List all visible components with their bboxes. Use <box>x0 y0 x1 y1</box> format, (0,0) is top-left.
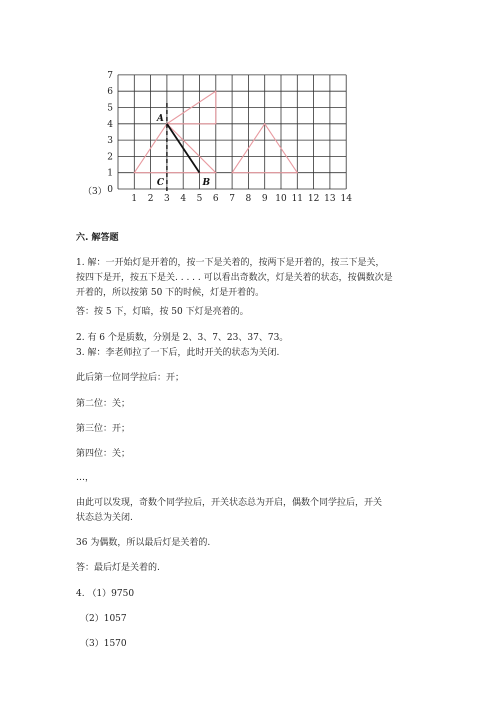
q2-text: 2. 有 6 个是质数，分别是 2、3、7、23、37、73。 <box>76 333 289 343</box>
y-tick-label: 2 <box>107 152 113 163</box>
x-tick-label: 6 <box>212 194 219 204</box>
point-label-c: C <box>156 178 165 188</box>
point-label-b: B <box>202 178 211 188</box>
x-tick-label: 2 <box>147 194 154 204</box>
q3-answer: 答：最后灯是关着的. <box>76 563 160 573</box>
x-tick-label: 3 <box>164 194 170 204</box>
figure-label: （3） <box>83 187 107 197</box>
q4-part2: （2）1057 <box>80 614 127 624</box>
x-tick-label: 4 <box>180 194 187 204</box>
x-tick-label: 8 <box>245 194 252 204</box>
q4-part1: 4. （1）9750 <box>76 589 135 599</box>
y-tick-label: 1 <box>107 168 113 179</box>
q3-dots: …， <box>76 473 95 483</box>
q1-line2: 按四下是开，按五下是关. . . . . 可以看出奇数次，灯是关着的状态，按偶数次是 <box>76 273 393 283</box>
y-tick-label: 6 <box>107 87 113 98</box>
y-tick-label: 4 <box>107 119 113 130</box>
q3-conclusion-line2: 状态总为关闭. <box>76 513 133 523</box>
section-heading: 六. 解答题 <box>76 233 119 243</box>
q3-second: 第二位：关； <box>76 399 131 409</box>
y-tick-label: 5 <box>107 103 113 114</box>
q3-line1: 3. 解：李老师拉了一下后，此时开关的状态为关闭. <box>76 348 280 358</box>
x-tick-label: 13 <box>324 194 336 204</box>
x-tick-label: 7 <box>229 194 235 204</box>
q1-answer: 答：按 5 下，灯暗，按 50 下灯是亮着的。 <box>76 307 249 317</box>
x-tick-label: 1 <box>131 194 138 204</box>
grid-figure <box>0 0 500 225</box>
q1-line3: 开着的，所以按第 50 下的时候，灯是开着的。 <box>76 288 265 298</box>
q1-line1: 1. 解：一开始灯是开着的，按一下是关着的，按两下是开着的，按三下是关， <box>76 258 385 268</box>
coordinate-grid <box>0 0 500 225</box>
q3-third: 第三位：开； <box>76 424 131 434</box>
x-tick-label: 12 <box>307 194 320 204</box>
x-tick-label: 14 <box>340 194 352 204</box>
y-tick-label: 7 <box>107 70 113 81</box>
pink-shape-left <box>134 91 216 173</box>
q3-fourth: 第四位：关； <box>76 449 131 459</box>
x-tick-label: 10 <box>275 194 287 204</box>
y-tick-label: 0 <box>107 185 113 195</box>
x-tick-label: 9 <box>261 194 268 204</box>
q4-part3: （3）1570 <box>80 639 127 649</box>
x-tick-label: 11 <box>291 194 304 204</box>
q3-even: 36 为偶数，所以最后灯是关着的. <box>76 538 211 548</box>
q3-first: 此后第一位同学拉后：开； <box>76 373 185 383</box>
q3-conclusion-line1: 由此可以发现，奇数个同学拉后，开关状态总为开启，偶数个同学拉后，开关 <box>76 498 383 508</box>
x-tick-label: 5 <box>196 194 203 204</box>
point-label-a: A <box>156 113 164 124</box>
y-tick-label: 3 <box>107 136 113 147</box>
